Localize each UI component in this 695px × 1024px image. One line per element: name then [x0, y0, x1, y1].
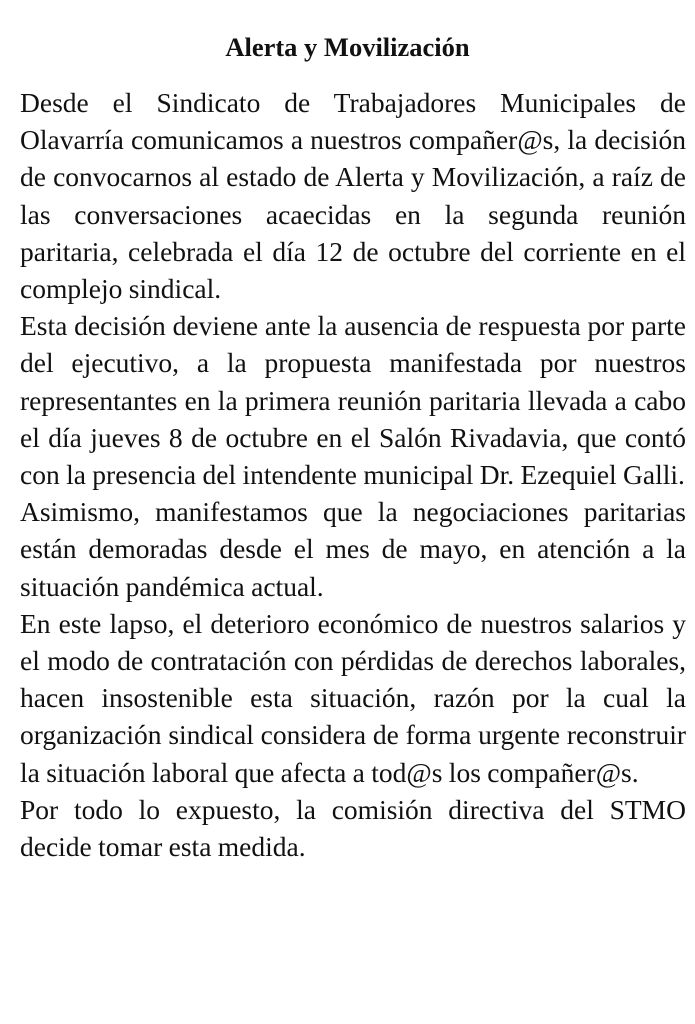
document-body [20, 84, 686, 865]
paragraph-conclusion: Por todo lo expuesto, la comisión directiva del STMO decide tomar esta medida. [20, 793, 686, 863]
paragraph-reason: Esta decisión deviene ante la ausencia de respuesta por parte del ejecutivo, a la propuesta manifestada por nuestros representantes en la primera reunión paritaria llevada a cabo el día jueves 8 de octubre en el Salón Rivadavia, que contó con la presencia del intendente municipal Dr. Ezequiel Galli. [20, 310, 686, 491]
paragraph-situation: En este lapso, el deterioro económico de nuestros salarios y el modo de contratación con pérdidas de derechos laborales, hacen insostenible esta situación, razón por la cual la organización sindical considera de forma urgente reconstruir la situación laboral que afecta a tod@s los compañer@s. [20, 607, 686, 788]
paragraph-announcement: Desde el Sindicato de Trabajadores Municipales de Olavarría comunicamos a nuestros compañer@s, la decisión de convocarnos al estado de Alerta y Movilización, a raíz de las conversaciones acaecidas en la segunda reunión paritaria, celebrada el día 12 de octubre del corriente en el complejo sindical. [20, 87, 686, 305]
document-title: Alerta y Movilización [225, 32, 470, 62]
paragraph-delay: Asimismo, manifestamos que la negociaciones paritarias están demoradas desde el mes de mayo, en atención a la situación pandémica actual. [20, 496, 686, 602]
